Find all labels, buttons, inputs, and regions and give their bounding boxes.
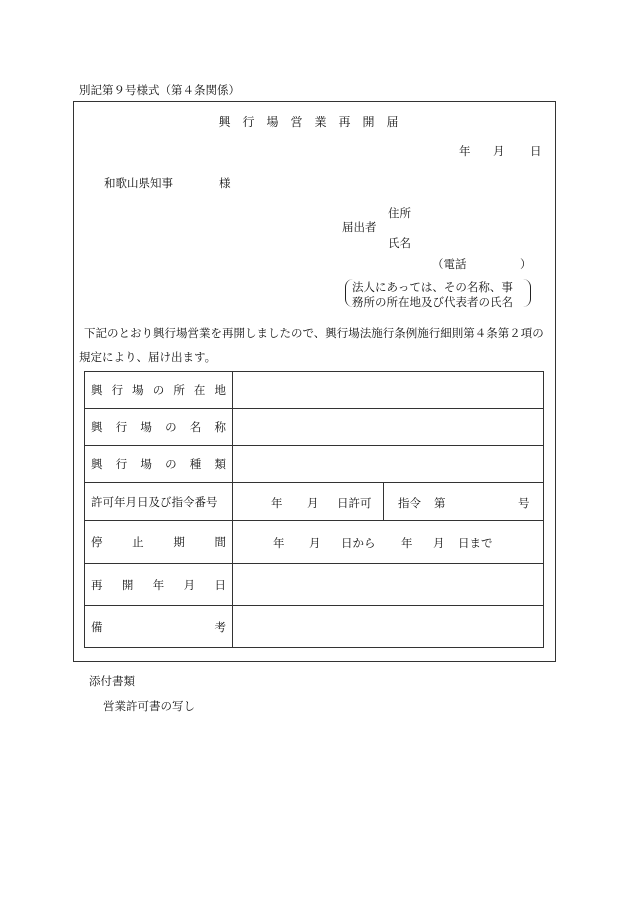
applicant-address-label: 住所 bbox=[388, 206, 411, 220]
table-row bbox=[85, 483, 544, 521]
facility-name-label: 興 行 場 の 名 称 bbox=[91, 420, 226, 434]
body-text-line2: 規定により、届け出ます。 bbox=[79, 350, 217, 364]
facility-type-label: 興 行 場 の 種 類 bbox=[91, 457, 226, 471]
permit-label: 許可年月日及び指令番号 bbox=[91, 494, 218, 509]
addressee-governor: 和歌山県知事 bbox=[104, 176, 173, 190]
directive-label: 指令 bbox=[398, 496, 421, 510]
table-row bbox=[85, 409, 544, 446]
permit-value-cell bbox=[233, 483, 544, 521]
table-row bbox=[85, 564, 544, 606]
remarks-label: 備 考 bbox=[91, 619, 226, 634]
attachments-item: 営業許可書の写し bbox=[103, 699, 195, 713]
facility-type-value-cell[interactable] bbox=[233, 446, 544, 483]
location-label: 興 行 場 の 所 在 地 bbox=[91, 383, 226, 397]
remarks-label-cell bbox=[85, 606, 233, 648]
date-month: 月 bbox=[493, 144, 505, 158]
directive-number-cell[interactable] bbox=[384, 483, 543, 520]
applicant-phone-close: ） bbox=[520, 257, 532, 271]
facility-type-label-cell bbox=[85, 446, 233, 483]
suspension-label-cell bbox=[85, 521, 233, 564]
body-text-line1: 下記のとおり興行場営業を再開しましたので、興行場法施行条例施行細則第４条第２項の bbox=[84, 326, 544, 340]
location-value-cell[interactable] bbox=[233, 372, 544, 409]
table-row bbox=[85, 521, 544, 564]
applicant-label: 届出者 bbox=[342, 220, 377, 234]
permit-day: 日許可 bbox=[337, 496, 372, 510]
facility-name-label-cell bbox=[85, 409, 233, 446]
permit-month: 月 bbox=[307, 496, 319, 510]
applicant-phone-label: （電話 bbox=[432, 257, 467, 271]
applicant-name-label: 氏名 bbox=[388, 236, 411, 250]
location-label-cell bbox=[85, 372, 233, 409]
to-day: 日まで bbox=[458, 536, 493, 550]
remarks-value-cell[interactable] bbox=[233, 606, 544, 648]
to-month: 月 bbox=[433, 536, 445, 550]
suspension-value-cell[interactable] bbox=[233, 521, 544, 564]
directive-go: 号 bbox=[518, 496, 530, 510]
corporation-note-line1: 法人にあっては、その名称、事 bbox=[352, 280, 513, 294]
corporation-note-line2: 務所の所在地及び代表者の氏名 bbox=[352, 295, 513, 309]
suspension-label: 停 止 期 間 bbox=[91, 535, 226, 549]
to-year: 年 bbox=[401, 536, 413, 550]
addressee-honorific: 様 bbox=[219, 176, 231, 190]
from-year: 年 bbox=[273, 536, 285, 550]
date-year: 年 bbox=[459, 144, 471, 158]
reopen-date-label: 再 開 年 月 日 bbox=[91, 577, 226, 592]
table-row bbox=[85, 372, 544, 409]
table-row bbox=[85, 446, 544, 483]
permit-date-cell[interactable] bbox=[233, 483, 384, 520]
reopen-date-value-cell[interactable] bbox=[233, 564, 544, 606]
table-row bbox=[85, 606, 544, 648]
from-month: 月 bbox=[309, 536, 321, 550]
permit-label-cell bbox=[85, 483, 233, 521]
attachments-heading: 添付書類 bbox=[89, 674, 135, 688]
form-number: 別記第９号様式（第４条関係） bbox=[79, 83, 240, 97]
from-day: 日から bbox=[341, 536, 376, 550]
facility-name-value-cell[interactable] bbox=[233, 409, 544, 446]
directive-dai: 第 bbox=[434, 496, 446, 510]
date-day: 日 bbox=[530, 144, 542, 158]
form-title: 興行場営業再開届 bbox=[218, 115, 411, 129]
reopen-date-label-cell bbox=[85, 564, 233, 606]
corporation-note bbox=[345, 279, 531, 307]
permit-year: 年 bbox=[271, 496, 283, 510]
notification-table bbox=[84, 371, 544, 648]
